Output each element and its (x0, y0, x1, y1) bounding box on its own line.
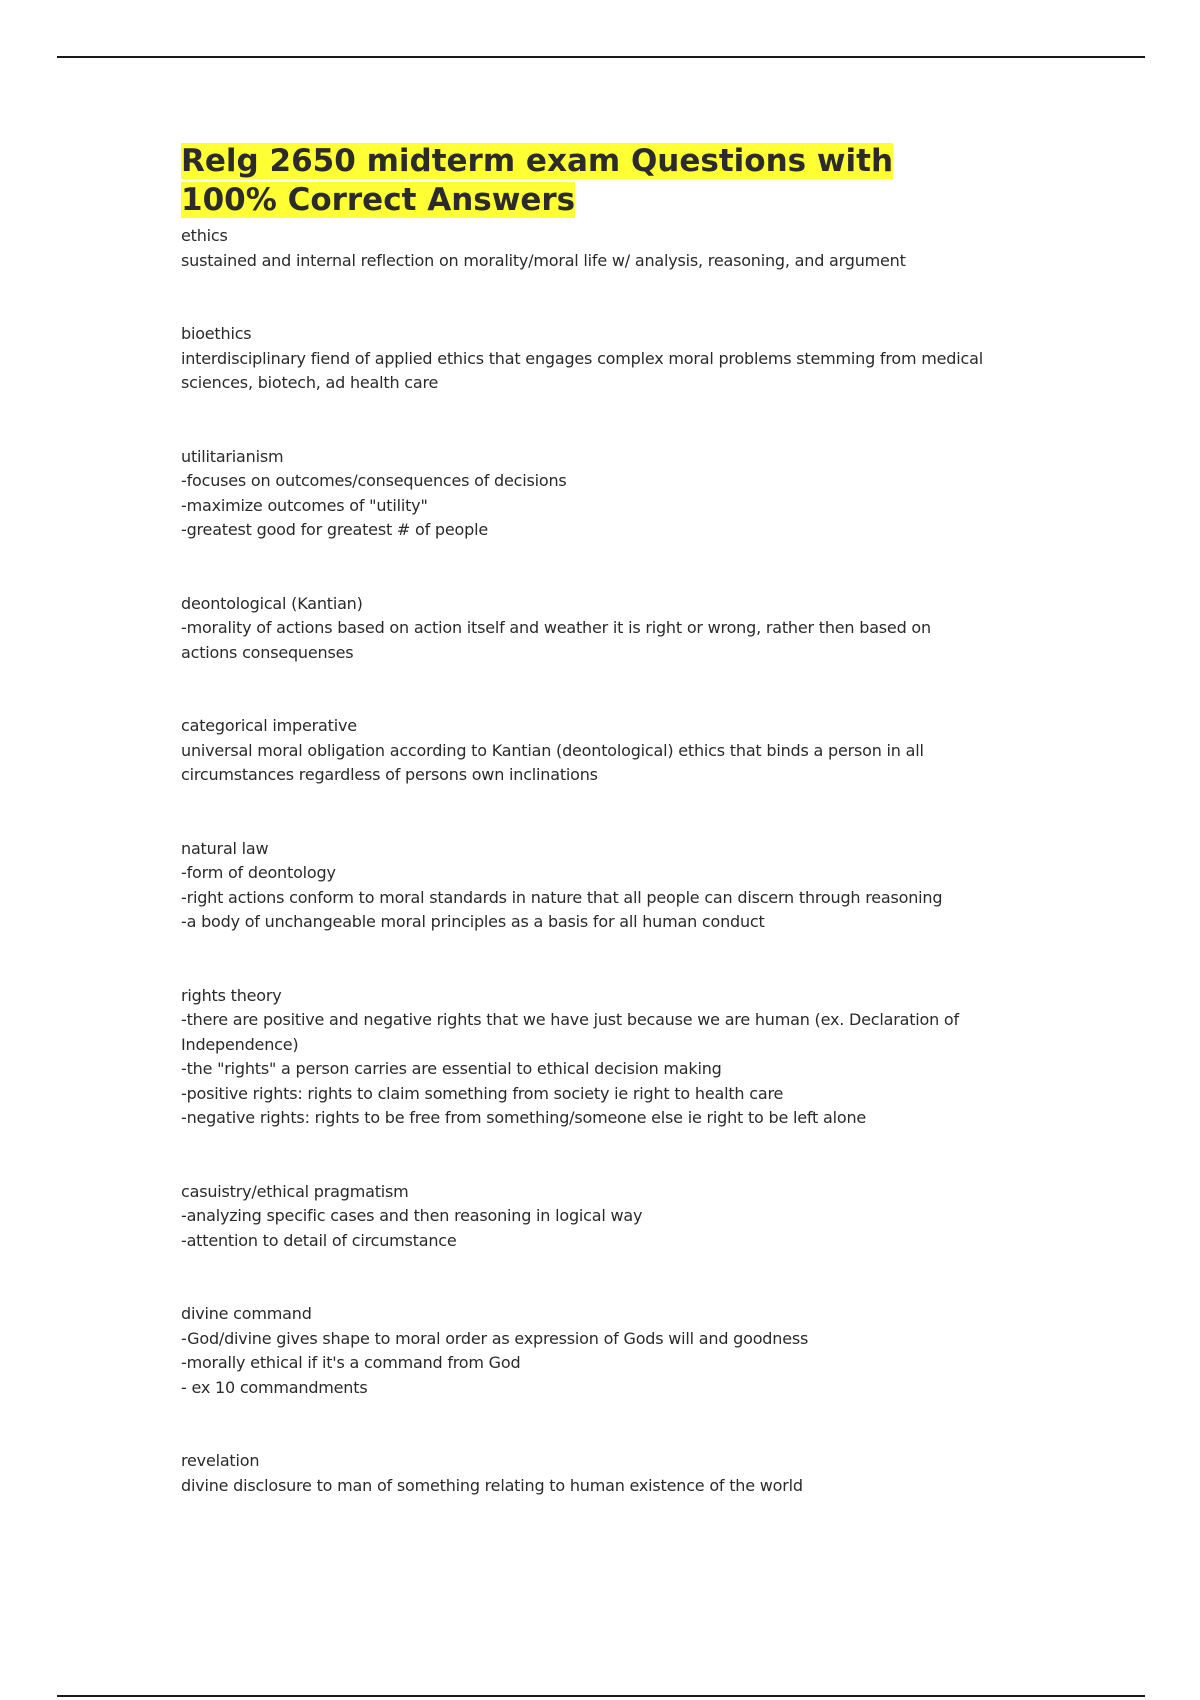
entry-term: categorical imperative (181, 716, 357, 735)
bottom-rule (57, 1695, 1145, 1697)
entry-definition-line: -there are positive and negative rights that we have just because we are human (ex. Declaration of (181, 1010, 959, 1029)
entry-categorical-imperative (181, 714, 1041, 788)
entry-definition-line: -attention to detail of circumstance (181, 1230, 457, 1250)
entry-term: rights theory (181, 985, 282, 1005)
entry-term: bioethics (181, 324, 252, 343)
entry-definition-line: -morality of actions based on action itself and weather it is right or wrong, rather then based on (181, 618, 931, 637)
entry-definition-line: universal moral obligation according to Kantian (deontological) ethics that binds a person in all (181, 740, 924, 760)
entry-deontological-kantian (181, 592, 1041, 666)
entry-definition-line: -right actions conform to moral standards in nature that all people can discern through reasoning (181, 887, 943, 907)
entry-term: casuistry/ethical pragmatism (181, 1181, 409, 1201)
document-body (181, 142, 1041, 1498)
top-rule (57, 56, 1145, 58)
entry-definition-line: -focuses on outcomes/consequences of decisions (181, 471, 567, 490)
entry-bioethics (181, 322, 1041, 396)
entry-casuistry-ethical-pragmatism (181, 1180, 1041, 1254)
entry-definition-line: Independence) (181, 1034, 299, 1054)
entry-definition-line: -greatest good for greatest # of people (181, 520, 488, 539)
entry-definition-line: actions consequenses (181, 642, 354, 662)
entry-term: natural law (181, 838, 269, 858)
entry-definition-line: -negative rights: rights to be free from something/someone else ie right to be left alone (181, 1108, 867, 1127)
entry-definition-line: -the "rights" a person carries are essential to ethical decision making (181, 1059, 722, 1078)
entry-term: deontological (Kantian) (181, 593, 363, 613)
entry-term: revelation (181, 1451, 260, 1470)
entry-term: ethics (181, 226, 228, 245)
entry-definition-line: circumstances regardless of persons own inclinations (181, 765, 598, 784)
entry-definition-line: interdisciplinary fiend of applied ethics that engages complex moral problems stemming from medical (181, 348, 983, 368)
entry-natural-law (181, 837, 1041, 935)
entry-definition-line: sciences, biotech, ad health care (181, 373, 439, 392)
entry-definition-line: -positive rights: rights to claim something from society ie right to health care (181, 1083, 784, 1103)
document-title (181, 142, 1041, 220)
entry-definition-line: -God/divine gives shape to moral order as expression of Gods will and goodness (181, 1328, 809, 1348)
entry-definition-line: -a body of unchangeable moral principles as a basis for all human conduct (181, 912, 765, 931)
entry-term: divine command (181, 1304, 312, 1323)
entry-definition-line: sustained and internal reflection on morality/moral life w/ analysis, reasoning, and argument (181, 250, 906, 270)
entry-definition-line: -analyzing specific cases and then reasoning in logical way (181, 1206, 643, 1225)
title-line-1: Relg 2650 midterm exam Questions with (181, 143, 894, 179)
entry-ethics (181, 224, 1041, 273)
entry-divine-command (181, 1302, 1041, 1400)
entry-definition-line: -maximize outcomes of "utility" (181, 495, 428, 515)
entry-definition-line: -morally ethical if it's a command from God (181, 1353, 521, 1372)
entry-term: utilitarianism (181, 446, 284, 466)
entry-list (181, 224, 1041, 1498)
entry-definition-line: -form of deontology (181, 863, 336, 882)
entry-revelation (181, 1449, 1041, 1498)
entry-definition-line: divine disclosure to man of something relating to human existence of the world (181, 1475, 803, 1495)
entry-utilitarianism (181, 445, 1041, 543)
entry-definition-line: - ex 10 commandments (181, 1377, 368, 1397)
title-line-2: 100% Correct Answers (181, 182, 576, 218)
entry-rights-theory (181, 984, 1041, 1131)
